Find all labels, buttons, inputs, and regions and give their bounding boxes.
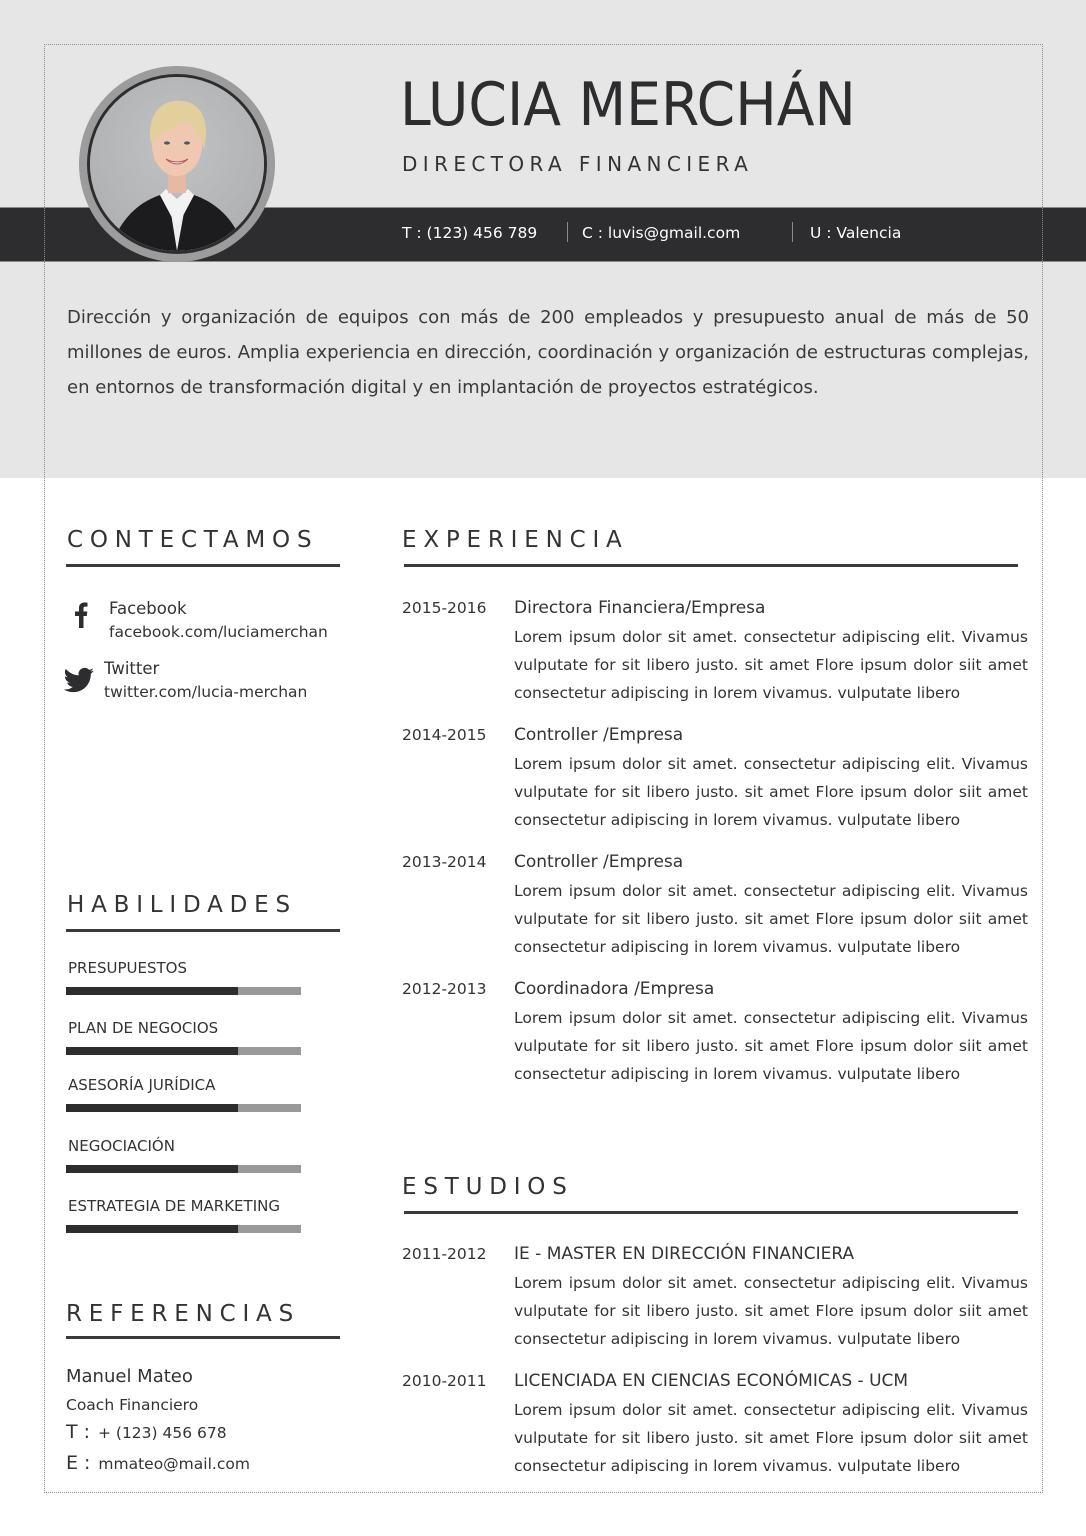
- skill-bar-fill: [66, 1225, 238, 1233]
- social-name: Facebook: [109, 599, 187, 618]
- skill-item: [66, 1075, 302, 1095]
- phone-value: + (123) 456 678: [97, 1424, 227, 1442]
- skill-item: [66, 1018, 302, 1038]
- entry-title: Coordinadora /Empresa: [514, 979, 715, 999]
- section-title-education: ESTUDIOS: [402, 1174, 574, 1200]
- entry-description: Lorem ipsum dolor sit amet. consectetur adipiscing elit. Vivamus vulputate for sit libero justo. sit amet Flore ipsum dolor siit amet consectetur adipiscing in lorem vivamus. vulputate libero: [514, 882, 1028, 956]
- skill-label: ASESORÍA JURÍDICA: [68, 1076, 216, 1094]
- portrait-image: [90, 77, 264, 251]
- entry-description: Lorem ipsum dolor sit amet. consectetur adipiscing elit. Vivamus vulputate for sit libero justo. sit amet Flore ipsum dolor siit amet consectetur adipiscing in lorem vivamus. vulputate libero: [514, 628, 1028, 702]
- section-rule: [66, 564, 340, 567]
- reference-name: Manuel Mateo: [66, 1366, 193, 1387]
- header-phone: T : (123) 456 789: [402, 224, 538, 242]
- skill-bar-fill: [66, 1104, 238, 1112]
- skill-bar-fill: [66, 1165, 238, 1173]
- skill-label: PRESUPUESTOS: [68, 959, 187, 977]
- section-rule: [404, 1211, 1018, 1214]
- contact-divider: [567, 222, 568, 242]
- section-rule: [404, 564, 1018, 567]
- skill-bar-fill: [66, 1047, 238, 1055]
- skill-label: ESTRATEGIA DE MARKETING: [68, 1197, 280, 1215]
- candidate-name: LUCIA MERCHÁN: [400, 70, 856, 140]
- section-rule: [66, 929, 340, 932]
- social-url[interactable]: facebook.com/luciamerchan: [109, 623, 328, 641]
- phone-label: T :: [66, 1421, 91, 1443]
- facebook-icon: [66, 598, 98, 630]
- entry-title: LICENCIADA EN CIENCIAS ECONÓMICAS - UCM: [514, 1371, 909, 1391]
- header-location: U : Valencia: [810, 224, 902, 242]
- candidate-role: DIRECTORA FINANCIERA: [402, 152, 754, 176]
- skill-item: [66, 958, 302, 978]
- entry-date: 2012-2013: [402, 980, 487, 998]
- section-rule: [66, 1336, 340, 1339]
- entry-title: Controller /Empresa: [514, 725, 684, 745]
- entry-date: 2015-2016: [402, 599, 487, 617]
- entry-date: 2011-2012: [402, 1245, 487, 1263]
- entry-description: Lorem ipsum dolor sit amet. consectetur adipiscing elit. Vivamus vulputate for sit libero justo. sit amet Flore ipsum dolor siit amet consectetur adipiscing in lorem vivamus. vulputate libero: [514, 1401, 1028, 1475]
- reference-phone: [66, 1422, 227, 1443]
- social-name: Twitter: [104, 659, 160, 678]
- email-label: E :: [66, 1452, 91, 1474]
- email-value[interactable]: mmateo@mail.com: [98, 1455, 250, 1473]
- section-title-references: REFERENCIAS: [66, 1301, 300, 1327]
- reference-email: [66, 1453, 250, 1474]
- skill-item: [66, 1136, 302, 1156]
- skill-bar: [66, 1225, 301, 1233]
- entry-description: Lorem ipsum dolor sit amet. consectetur adipiscing elit. Vivamus vulputate for sit libero justo. sit amet Flore ipsum dolor siit amet consectetur adipiscing in lorem vivamus. vulputate libero: [514, 755, 1028, 829]
- section-title-skills: HABILIDADES: [67, 892, 297, 918]
- profile-photo: [79, 66, 275, 262]
- entry-description: Lorem ipsum dolor sit amet. consectetur adipiscing elit. Vivamus vulputate for sit libero justo. sit amet Flore ipsum dolor siit amet consectetur adipiscing in lorem vivamus. vulputate libero: [514, 1009, 1028, 1083]
- entry-date: 2013-2014: [402, 853, 487, 871]
- entry-title: Controller /Empresa: [514, 852, 684, 872]
- skill-bar: [66, 1165, 301, 1173]
- contact-divider: [792, 222, 793, 242]
- social-url[interactable]: twitter.com/lucia-merchan: [104, 683, 308, 701]
- profile-summary: Dirección y organización de equipos con más de 200 empleados y presupuesto anual de más de 50 millones de euros. Amplia experiencia en dirección, coordinación y organización de estructuras complejas, en entornos de transformación digital y en implantación de proyectos estratégicos.: [67, 307, 1029, 398]
- entry-title: IE - MASTER EN DIRECCIÓN FINANCIERA: [514, 1244, 855, 1264]
- entry-title: Directora Financiera/Empresa: [514, 598, 766, 618]
- entry-description: Lorem ipsum dolor sit amet. consectetur adipiscing elit. Vivamus vulputate for sit libero justo. sit amet Flore ipsum dolor siit amet consectetur adipiscing in lorem vivamus. vulputate libero: [514, 1274, 1028, 1348]
- header-email[interactable]: C : luvis@gmail.com: [582, 224, 741, 242]
- entry-date: 2014-2015: [402, 726, 487, 744]
- skill-label: PLAN DE NEGOCIOS: [68, 1019, 219, 1037]
- skill-bar-fill: [66, 987, 238, 995]
- skill-label: NEGOCIACIÓN: [68, 1137, 175, 1155]
- section-title-connect: CONTECTAMOS: [67, 527, 319, 553]
- skill-bar: [66, 1104, 301, 1112]
- skill-bar: [66, 987, 301, 995]
- skill-bar: [66, 1047, 301, 1055]
- entry-date: 2010-2011: [402, 1372, 487, 1390]
- section-title-experience: EXPERIENCIA: [402, 527, 629, 553]
- skill-item: [66, 1196, 302, 1216]
- twitter-icon: [62, 662, 94, 694]
- reference-position: Coach Financiero: [66, 1396, 199, 1414]
